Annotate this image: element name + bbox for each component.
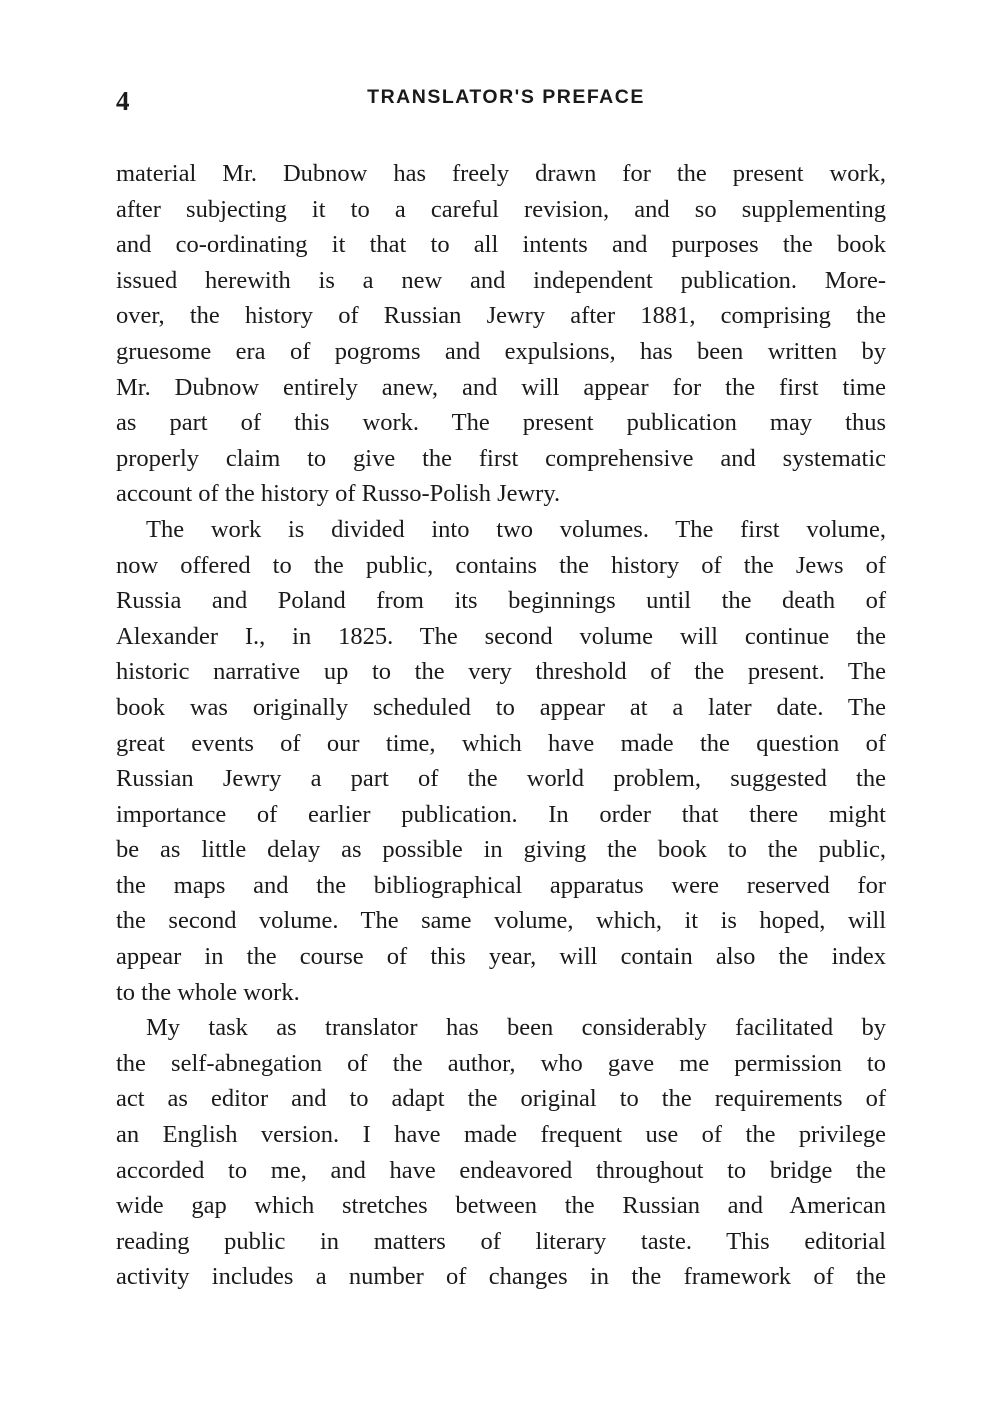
text-line: to the whole work. xyxy=(116,978,300,1006)
text-line: gruesome era of pogroms and expulsions, has been written by xyxy=(116,337,886,365)
text-line: wide gap which stretches between the Russian and American xyxy=(116,1192,886,1220)
text-line: as part of this work. The present publication may thus xyxy=(116,409,886,437)
page-header xyxy=(116,84,886,116)
text-line: be as little delay as possible in giving the book to the public, xyxy=(116,836,886,864)
text-line: the self-abnegation of the author, who gave me permission to xyxy=(116,1049,886,1077)
text-line: accorded to me, and have endeavored throughout to bridge the xyxy=(116,1156,886,1184)
paragraph xyxy=(116,156,886,512)
text-line: Russia and Poland from its beginnings until the death of xyxy=(116,587,886,615)
text-line: great events of our time, which have made the question of xyxy=(116,729,886,757)
text-line: after subjecting it to a careful revision, and so supplementing xyxy=(116,195,886,223)
paragraph xyxy=(116,1010,886,1295)
body-text xyxy=(116,156,886,1295)
text-line: an English version. I have made frequent use of the privilege xyxy=(116,1121,886,1149)
text-line: now offered to the public, contains the history of the Jews of xyxy=(116,551,886,579)
paragraph xyxy=(116,512,886,1010)
running-title: TRANSLATOR'S PREFACE xyxy=(367,86,645,108)
text-line: the second volume. The same volume, which, it is hoped, will xyxy=(116,907,886,935)
text-line: My task as translator has been considerably facilitated by xyxy=(146,1014,886,1042)
text-line: reading public in matters of literary taste. This editorial xyxy=(116,1227,886,1255)
text-line: Alexander I., in 1825. The second volume will continue the xyxy=(116,622,886,650)
text-line: material Mr. Dubnow has freely drawn for the present work, xyxy=(116,160,886,187)
text-line: Mr. Dubnow entirely anew, and will appear for the first time xyxy=(116,373,886,401)
text-line: historic narrative up to the very threshold of the present. The xyxy=(116,658,886,686)
text-line: act as editor and to adapt the original to the requirements of xyxy=(116,1085,886,1113)
text-line: The work is divided into two volumes. The first volume, xyxy=(146,515,886,543)
text-line: activity includes a number of changes in the framework of the xyxy=(116,1263,886,1291)
text-line: issued herewith is a new and independent publication. More- xyxy=(116,266,886,294)
text-line: over, the history of Russian Jewry after 1881, comprising the xyxy=(116,302,886,330)
text-line: the maps and the bibliographical apparatus were reserved for xyxy=(116,871,886,899)
page-number: 4 xyxy=(116,86,130,116)
text-line: appear in the course of this year, will contain also the index xyxy=(116,943,886,971)
text-line: Russian Jewry a part of the world problem, suggested the xyxy=(116,765,886,793)
text-line: importance of earlier publication. In order that there might xyxy=(116,800,886,828)
text-line: book was originally scheduled to appear at a later date. The xyxy=(116,693,886,721)
text-line: properly claim to give the first comprehensive and systematic xyxy=(116,444,886,472)
text-line: account of the history of Russo-Polish Jewry. xyxy=(116,480,561,508)
text-line: and co-ordinating it that to all intents and purposes the book xyxy=(116,231,886,259)
